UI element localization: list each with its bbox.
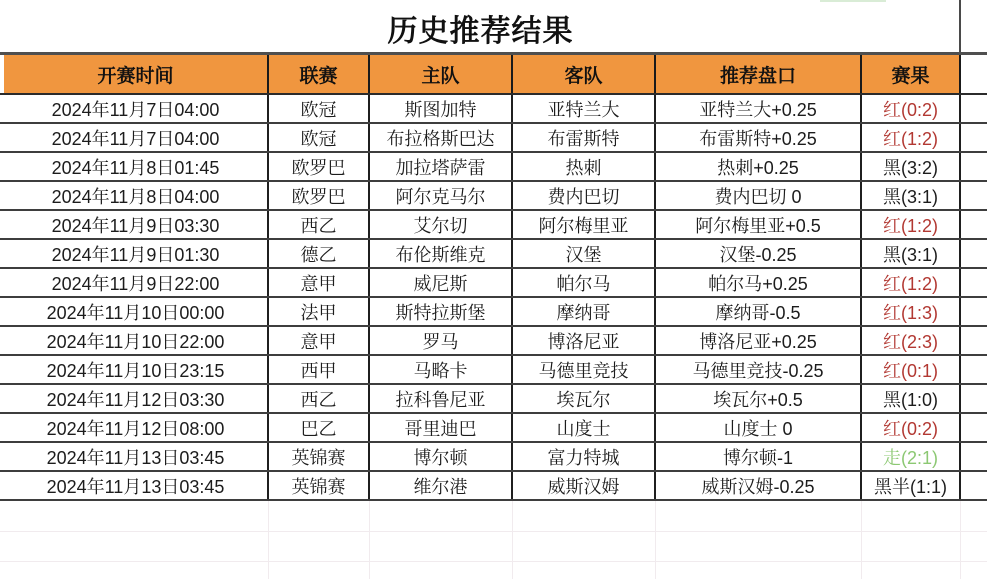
cell-handicap: 马德里竞技-0.25	[656, 356, 862, 383]
cell-league: 欧罗巴	[269, 153, 370, 180]
cell-league: 意甲	[269, 269, 370, 296]
empty-cell	[961, 562, 987, 579]
page-title: 历史推荐结果	[387, 15, 574, 48]
cell-extra	[961, 211, 987, 238]
cell-league: 西乙	[269, 211, 370, 238]
cell-home-team: 斯特拉斯堡	[370, 298, 513, 325]
cell-start-time: 2024年11月8日04:00	[4, 182, 269, 209]
table-row	[0, 298, 987, 327]
cell-result: 黑(1:0)	[862, 385, 961, 412]
header-home-team: 主队	[370, 55, 513, 93]
cell-result: 红(0:2)	[862, 95, 961, 122]
cell-handicap: 摩纳哥-0.5	[656, 298, 862, 325]
cell-handicap: 亚特兰大+0.25	[656, 95, 862, 122]
empty-cell	[370, 501, 513, 531]
cell-handicap: 阿尔梅里亚+0.5	[656, 211, 862, 238]
cell-start-time: 2024年11月8日01:45	[4, 153, 269, 180]
cell-handicap: 威斯汉姆-0.25	[656, 472, 862, 499]
cell-away-team: 威斯汉姆	[513, 472, 656, 499]
empty-cell	[513, 501, 656, 531]
cell-extra	[961, 95, 987, 122]
cell-league: 英锦赛	[269, 472, 370, 499]
cell-start-time: 2024年11月12日03:30	[4, 385, 269, 412]
cell-away-team: 博洛尼亚	[513, 327, 656, 354]
table-row	[0, 385, 987, 414]
cell-home-team: 维尔港	[370, 472, 513, 499]
cell-start-time: 2024年11月13日03:45	[4, 472, 269, 499]
cell-league: 英锦赛	[269, 443, 370, 470]
table-body	[0, 95, 987, 501]
table-row	[0, 240, 987, 269]
cell-league: 德乙	[269, 240, 370, 267]
cell-result: 黑(3:1)	[862, 182, 961, 209]
cell-league: 法甲	[269, 298, 370, 325]
cell-start-time: 2024年11月9日01:30	[4, 240, 269, 267]
cell-away-team: 亚特兰大	[513, 95, 656, 122]
cell-league: 欧冠	[269, 95, 370, 122]
cell-extra	[961, 327, 987, 354]
cell-start-time: 2024年11月10日23:15	[4, 356, 269, 383]
cell-extra	[961, 298, 987, 325]
cell-handicap: 博洛尼亚+0.25	[656, 327, 862, 354]
cell-league: 西甲	[269, 356, 370, 383]
empty-cell	[269, 501, 370, 531]
header-handicap: 推荐盘口	[656, 55, 862, 93]
cell-away-team: 汉堡	[513, 240, 656, 267]
empty-cell	[269, 532, 370, 561]
cell-start-time: 2024年11月9日22:00	[4, 269, 269, 296]
cell-result: 红(1:2)	[862, 269, 961, 296]
empty-cell	[4, 501, 269, 531]
cell-result: 红(1:2)	[862, 211, 961, 238]
header-extra-cell	[961, 55, 987, 93]
empty-cell	[961, 501, 987, 531]
empty-row	[0, 532, 987, 562]
table-row	[0, 211, 987, 240]
cell-home-team: 博尔顿	[370, 443, 513, 470]
cell-home-team: 斯图加特	[370, 95, 513, 122]
table-row	[0, 472, 987, 501]
empty-cell	[961, 532, 987, 561]
cell-home-team: 布拉格斯巴达	[370, 124, 513, 151]
cell-league: 巴乙	[269, 414, 370, 441]
header-away-team: 客队	[513, 55, 656, 93]
cell-result: 红(0:1)	[862, 356, 961, 383]
empty-cell	[4, 562, 269, 579]
cell-extra	[961, 414, 987, 441]
cell-extra	[961, 443, 987, 470]
empty-cell	[656, 532, 862, 561]
table-row	[0, 95, 987, 124]
cell-home-team: 艾尔切	[370, 211, 513, 238]
cell-result: 红(2:3)	[862, 327, 961, 354]
cell-result: 走(2:1)	[862, 443, 961, 470]
empty-row	[0, 562, 987, 579]
cell-start-time: 2024年11月10日00:00	[4, 298, 269, 325]
top-edge-artifact	[820, 0, 886, 2]
cell-home-team: 布伦斯维克	[370, 240, 513, 267]
cell-away-team: 帕尔马	[513, 269, 656, 296]
empty-cell	[370, 532, 513, 561]
cell-handicap: 埃瓦尔+0.5	[656, 385, 862, 412]
table-row	[0, 356, 987, 385]
empty-cell	[862, 501, 961, 531]
cell-handicap: 热刺+0.25	[656, 153, 862, 180]
cell-start-time: 2024年11月7日04:00	[4, 124, 269, 151]
cell-extra	[961, 269, 987, 296]
table-header-row	[0, 52, 987, 95]
cell-home-team: 阿尔克马尔	[370, 182, 513, 209]
cell-away-team: 摩纳哥	[513, 298, 656, 325]
empty-cell	[4, 532, 269, 561]
cell-away-team: 热刺	[513, 153, 656, 180]
cell-extra	[961, 182, 987, 209]
results-table	[0, 52, 987, 501]
cell-away-team: 山度士	[513, 414, 656, 441]
cell-home-team: 威尼斯	[370, 269, 513, 296]
empty-grid-area	[0, 501, 987, 579]
table-row	[0, 153, 987, 182]
cell-extra	[961, 356, 987, 383]
cell-result: 红(1:2)	[862, 124, 961, 151]
cell-result: 红(0:2)	[862, 414, 961, 441]
cell-result: 黑(3:2)	[862, 153, 961, 180]
cell-handicap: 山度士 0	[656, 414, 862, 441]
cell-start-time: 2024年11月7日04:00	[4, 95, 269, 122]
cell-result: 黑半(1:1)	[862, 472, 961, 499]
cell-home-team: 拉科鲁尼亚	[370, 385, 513, 412]
cell-handicap: 帕尔马+0.25	[656, 269, 862, 296]
cell-league: 西乙	[269, 385, 370, 412]
cell-extra	[961, 240, 987, 267]
cell-away-team: 埃瓦尔	[513, 385, 656, 412]
cell-away-team: 马德里竞技	[513, 356, 656, 383]
cell-away-team: 阿尔梅里亚	[513, 211, 656, 238]
header-result: 赛果	[862, 55, 961, 93]
cell-away-team: 富力特城	[513, 443, 656, 470]
table-row	[0, 182, 987, 211]
cell-start-time: 2024年11月9日03:30	[4, 211, 269, 238]
cell-away-team: 费内巴切	[513, 182, 656, 209]
cell-handicap: 博尔顿-1	[656, 443, 862, 470]
empty-row	[0, 501, 987, 532]
cell-extra	[961, 472, 987, 499]
header-start-time: 开赛时间	[4, 55, 269, 93]
empty-cell	[656, 562, 862, 579]
cell-extra	[961, 153, 987, 180]
cell-result: 红(1:3)	[862, 298, 961, 325]
table-row	[0, 124, 987, 153]
cell-home-team: 罗马	[370, 327, 513, 354]
cell-start-time: 2024年11月13日03:45	[4, 443, 269, 470]
cell-home-team: 哥里迪巴	[370, 414, 513, 441]
table-row	[0, 327, 987, 356]
cell-home-team: 马略卡	[370, 356, 513, 383]
empty-cell	[370, 562, 513, 579]
empty-cell	[513, 532, 656, 561]
cell-extra	[961, 124, 987, 151]
table-row	[0, 443, 987, 472]
cell-result: 黑(3:1)	[862, 240, 961, 267]
cell-extra	[961, 385, 987, 412]
cell-start-time: 2024年11月12日08:00	[4, 414, 269, 441]
empty-cell	[862, 562, 961, 579]
cell-start-time: 2024年11月10日22:00	[4, 327, 269, 354]
cell-away-team: 布雷斯特	[513, 124, 656, 151]
empty-cell	[513, 562, 656, 579]
cell-league: 欧罗巴	[269, 182, 370, 209]
header-league: 联赛	[269, 55, 370, 93]
empty-cell	[862, 532, 961, 561]
cell-league: 欧冠	[269, 124, 370, 151]
cell-league: 意甲	[269, 327, 370, 354]
cell-handicap: 费内巴切 0	[656, 182, 862, 209]
cell-home-team: 加拉塔萨雷	[370, 153, 513, 180]
empty-cell	[269, 562, 370, 579]
cell-handicap: 汉堡-0.25	[656, 240, 862, 267]
table-row	[0, 414, 987, 443]
table-row	[0, 269, 987, 298]
empty-cell	[656, 501, 862, 531]
cell-handicap: 布雷斯特+0.25	[656, 124, 862, 151]
